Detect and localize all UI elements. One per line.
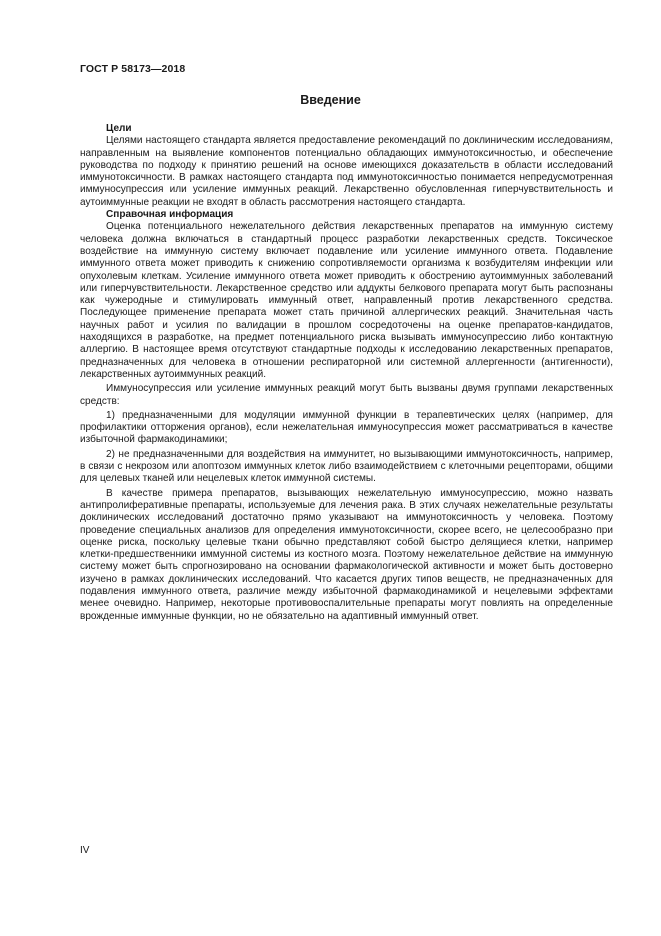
list-item-1: 1) предназначенными для модуляции иммунной функции в терапевтических целях (например, для профилактики отторжения органов), если нежелательная иммуносупрессия может рассматриваться в качестве избыточной фармакодинамики;: [80, 409, 613, 446]
document-header: ГОСТ Р 58173—2018: [80, 63, 186, 75]
goals-heading: Цели: [106, 123, 132, 134]
info-paragraph-2: Иммуносупрессия или усиление иммунных реакций могут быть вызваны двумя группами лекарственных средств:: [80, 383, 613, 407]
document-body: [80, 123, 613, 623]
goals-paragraph: Целями настоящего стандарта является предоставление рекомендаций по доклиническим исследованиям, направленным на выявление компонентов потенциально обладающих иммунотоксичностью, и обеспечение руководства по подходу к принятию решений на основе имеющихся доказательств в области исследований иммунотоксичности. В рамках настоящего стандарта под иммунотоксичностью понимается непредусмотренная иммуносупрессия или усиление иммунных реакций. Лекарственно обусловленная гиперчувствительность и аутоиммунные реакции не входят в область рассмотрения настоящего стандарта.: [80, 135, 613, 208]
info-heading: Справочная информация: [106, 209, 234, 221]
info-paragraph-1: Оценка потенциального нежелательного действия лекарственных препаратов на иммунную систему человека должна включаться в стандартный процесс разработки лекарственных средств. Токсическое воздействие на иммунную систему включает подавление или усиление иммунного ответа. Подавление иммунного ответа может приводить к снижению сопротивляемости организма к возбудителям инфекции или опухолевым клеткам. Усиление иммунного ответа может приводить к обострению аутоиммунных заболеваний или гиперчувствительности. Лекарственное средство или аддукты белкового препарата могут быть распознаны как чужеродные и стимулировать иммунный ответ, направленный против лекарственного средства. Последующее применение препарата может стать причиной аллергических реакций. Значительная часть научных работ и усилия по валидации в прошлом сосредоточены на оценке препаратов-кандидатов, находящихся в разработке, на предмет потенциального риска вызывать иммуносупрессию либо контактную аллергию. В настоящее время отсутствуют стандартные подходы к исследованию лекарственных препаратов, предназначенных для человека в отношении респираторной или системной аллергенности (антигенности), лекарственных аутоиммунных реакций.: [80, 221, 613, 380]
list-item-2: 2) не предназначенными для воздействия на иммунитет, но вызывающими иммунотоксичность, например, в связи с некрозом или апоптозом иммунных клеток либо взаимодействием с клеточными рецепторами, общими для целевых тканей или нецелевых клеток иммунной системы.: [80, 448, 613, 485]
info-paragraph-3: В качестве примера препаратов, вызывающих нежелательную иммуносупрессию, можно назвать антипролиферативные препараты, используемые для лечения рака. В этих случаях нежелательные результаты доклинических исследований достаточно прямо указывают на иммунотоксичность у человека. Поэтому проведение специальных анализов для определения иммунотоксичности, скорее всего, не целесообразно при оценке риска, поскольку целевые ткани обычно представляют собой быстро делящиеся клетки, например клетки-предшественники иммунной системы из костного мозга. Поэтому нежелательное действие на иммунную систему может быть спрогнозировано на основании фармакологической активности и может быть достоверно изучено в рамках доклинических исследований. Что касается других типов веществ, не предназначенных для подавления иммунного ответа, различие между избыточной фармакодинамикой и нецелевыми эффектами менее очевидно. Например, некоторые противовоспалительные препараты могут повлиять на определенные врожденные иммунные функции, но не обязательно на адаптивный иммунный ответ.: [80, 487, 613, 622]
page-number: IV: [80, 845, 90, 856]
section-title: Введение: [300, 93, 361, 107]
